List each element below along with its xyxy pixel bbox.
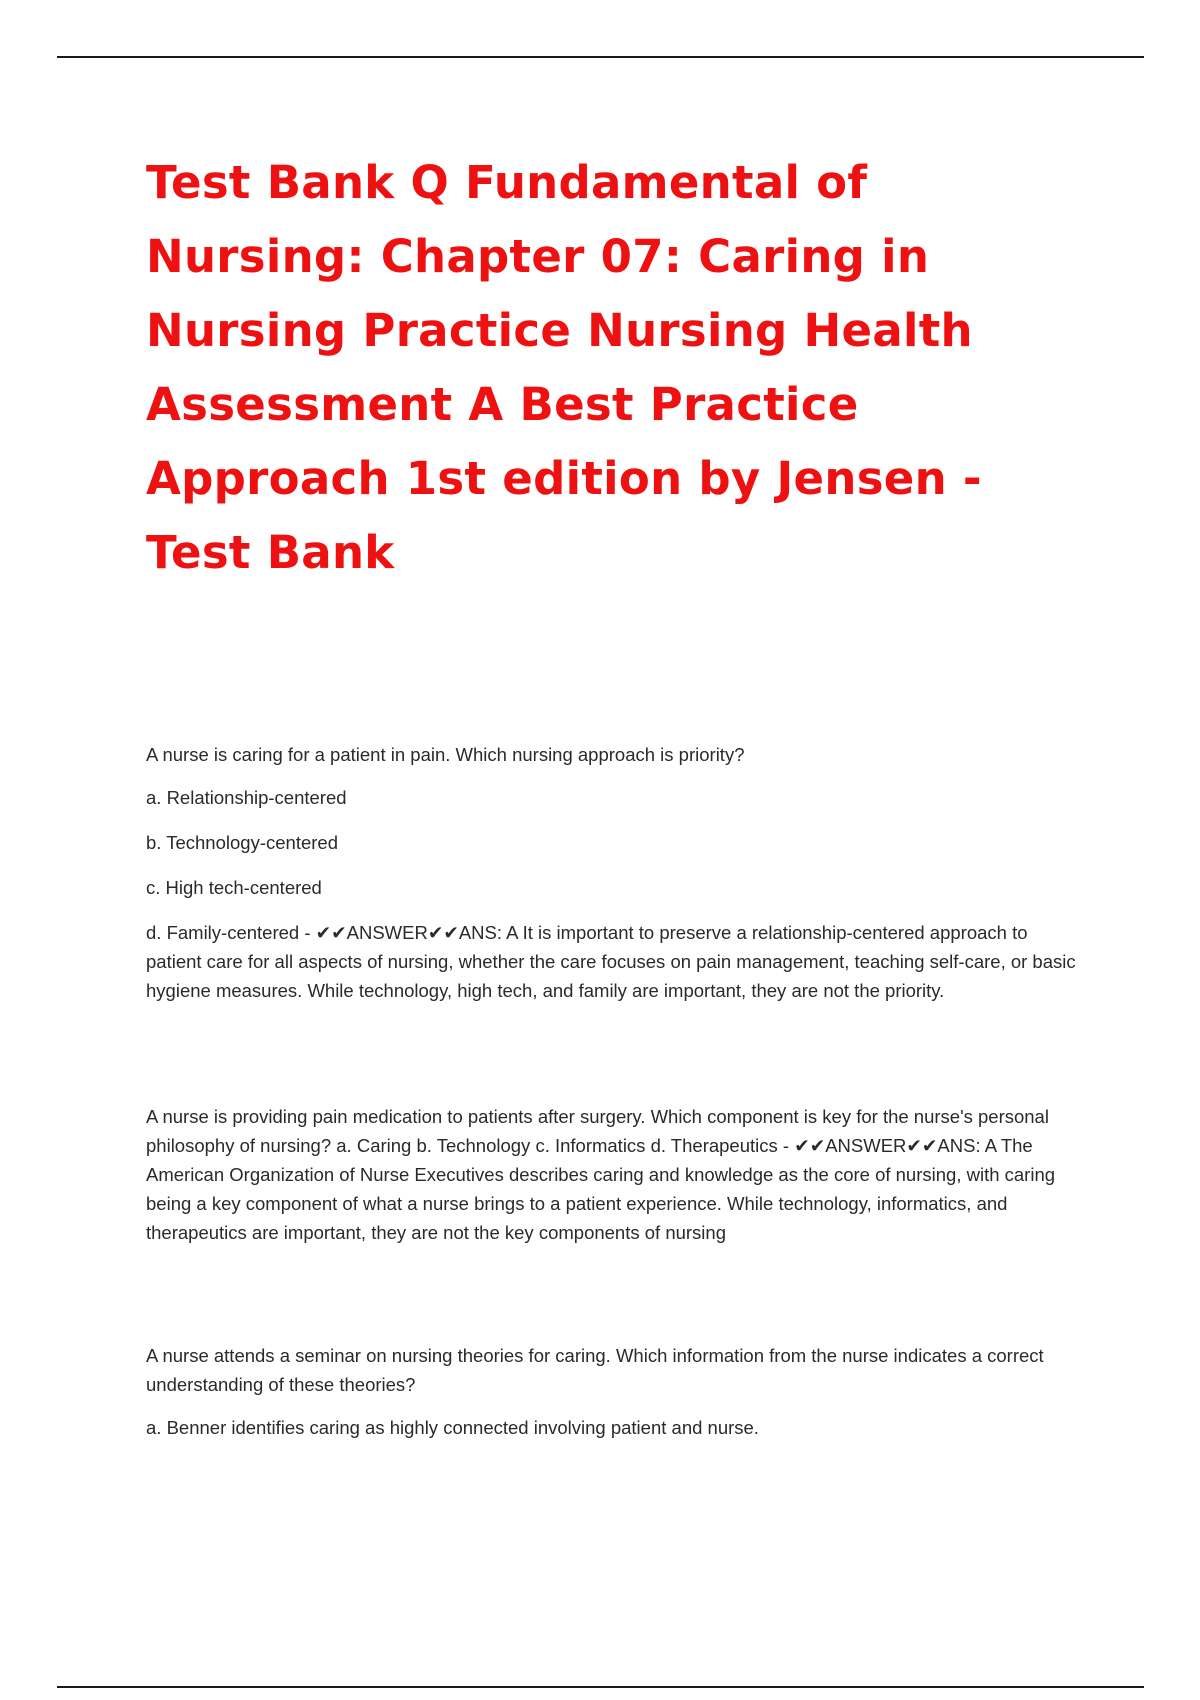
question-3-stem: A nurse attends a seminar on nursing theories for caring. Which information from the nurse indicates a correct understanding of these theories? (146, 1345, 1044, 1395)
question-3-option-a: a. Benner identifies caring as highly connected involving patient and nurse. (146, 1417, 759, 1438)
question-1-option-c: c. High tech-centered (146, 877, 322, 898)
question-2 (146, 1102, 1086, 1247)
question-3 (146, 1341, 1086, 1442)
question-1 (146, 740, 1086, 1005)
bottom-divider (57, 1686, 1144, 1688)
question-1-stem: A nurse is caring for a patient in pain. Which nursing approach is priority? (146, 744, 745, 765)
top-divider (57, 56, 1144, 58)
question-2-text: A nurse is providing pain medication to patients after surgery. Which component is key for the nurse's personal philosophy of nursing? a. Caring b. Technology c. Informatics d. Therapeutics - ✔✔ANSWER✔✔ANS: A The American Organization of Nurse Executives describes caring and knowledge as the core of nursing, with caring being a key component of what a nurse brings to a patient experience. While technology, informatics, and therapeutics are important, they are not the key components of nursing (146, 1106, 1056, 1243)
question-1-option-a: a. Relationship-centered (146, 787, 347, 808)
question-1-option-d-answer: d. Family-centered - ✔✔ANSWER✔✔ANS: A It is important to preserve a relationship-centered approach to patient care for all aspects of nursing, whether the care focuses on pain management, teaching self-care, or basic hygiene measures. While technology, high tech, and family are important, they are not the priority. (146, 922, 1076, 1001)
question-1-option-b: b. Technology-centered (146, 832, 338, 853)
document-title: Test Bank Q Fundamental of Nursing: Chapter 07: Caring in Nursing Practice Nursing Health Assessment A Best Practice Approach 1st edition by Jensen - Test Bank (146, 156, 982, 579)
